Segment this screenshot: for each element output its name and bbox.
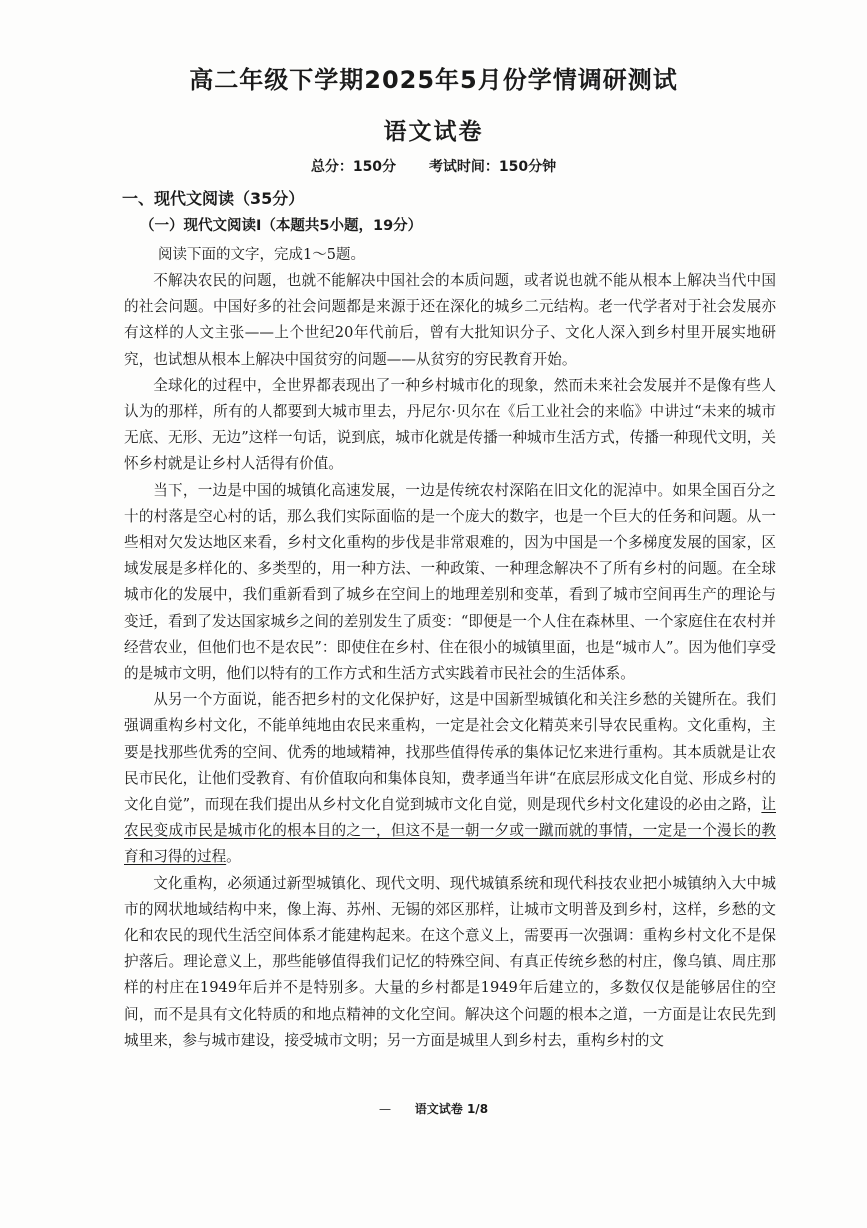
reading-instruction: 阅读下面的文字，完成1～5题。	[158, 247, 365, 263]
section-subheading: （一）现代文阅读Ⅰ（本题共5小题，19分）	[140, 218, 423, 234]
section-heading: 一、现代文阅读（35分）	[122, 189, 305, 208]
underlined-sentence: 让农民变成市民是城市化的根本目的之一，但这不是一朝一夕或一蹴而就的事情，一定是一个漫长的教育和习得的过程	[124, 796, 776, 866]
paragraph-5: 文化重构，必须通过新型城镇化、现代文明、现代城镇系统和现代科技农业把小城镇纳入大中城市的网状地域结构中来，像上海、苏州、无锡的郊区那样，让城市文明普及到乡村，这样，乡愁的文化和农民的现代生活空间体系才能建构起来。在这个意义上，需要再一次强调：重构乡村文化不是保护落后。理论意义上，那些能够值得我们记忆的特殊空间、有真正传统乡愁的村庄，像乌镇、周庄那样的村庄在1949年后并不是特别多。大量的乡村都是1949年后建立的，多数仅仅是能够居住的空间，而不是具有文化特质的和地点精神的文化空间。解决这个问题的根本之道，一方面是让农民先到城里来，参与城市建设，接受城市文明；另一方面是城里人到乡村去，重构乡村的文	[124, 874, 776, 1049]
footer-dash: —	[378, 1102, 391, 1116]
exam-subtitle: 语文试卷	[383, 119, 484, 145]
paragraph-3: 当下，一边是中国的城镇化高速发展，一边是传统农村深陷在旧文化的泥淖中。如果全国百分之十的村落是空心村的话，那么我们实际面临的是一个庞大的数字，也是一个巨大的任务和问题。从一些相对欠发达地区来看，乡村文化重构的步伐是非常艰难的，因为中国是一个多梯度发展的国家，区域发展是多样化的、多类型的，用一种方法、一种政策、一种理念解决不了所有乡村的问题。在全球城市化的发展中，我们重新看到了城乡在空间上的地理差别和变革，看到了城市空间再生产的理论与变迁，看到了发达国家城乡之间的差别发生了质变：“即便是一个人住在森林里、一个家庭住在农村并经营农业，但他们也不是农民”：即使住在乡村、住在很小的城镇里面，也是“城市人”。因为他们享受的是城市文明，他们以特有的工作方式和生活方式实践着市民社会的生活体系。	[124, 481, 776, 683]
paragraph-4	[124, 687, 776, 870]
paragraph-1: 不解决农民的问题，也就不能解决中国社会的本质问题，或者说也就不能从根本上解决当代中国的社会问题。中国好多的社会问题都是来源于还在深化的城乡二元结构。老一代学者对于社会发展亦有这样的人文主张——上个世纪20年代前后，曾有大批知识分子、文化人深入到乡村里开展实地研究，也试想从根本上解决中国贫穷的问题——从贫穷的穷民教育开始。	[124, 272, 776, 368]
paragraph-2: 全球化的过程中，全世界都表现出了一种乡村城市化的现象，然而未来社会发展并不是像有些人认为的那样，所有的人都要到大城市里去，丹尼尔·贝尔在《后工业社会的来临》中讲过“未来的城市无底、无形、无边”这样一句话，说到底，城市化就是传播一种城市生活方式，传播一种现代文明，关怀乡村就是让乡村人活得有价值。	[124, 376, 776, 473]
reading-passage	[124, 268, 776, 1054]
total-score: 总分：150分	[310, 159, 397, 175]
paragraph-4-end: 。	[226, 848, 241, 866]
exam-time: 考试时间：150分钟	[428, 159, 557, 175]
page-footer	[0, 1100, 867, 1117]
exam-title: 高二年级下学期2025年5月份学情调研测试	[189, 66, 678, 94]
exam-meta	[0, 156, 867, 176]
paragraph-4-text: 从另一个方面说，能否把乡村的文化保护好，这是中国新型城镇化和关注乡愁的关键所在。我们强调重构乡村文化，不能单纯地由农民来重构，一定是社会文化精英来引导农民重构。文化重构，主要是找那些优秀的空间、优秀的地域精神，找那些值得传承的集体记忆来进行重构。其本质就是让农民市民化，让他们受教育、有价值取向和集体良知，费孝通当年讲“在底层形成文化自觉、形成乡村的文化自觉”，而现在我们提出从乡村文化自觉到城市文化自觉，则是现代乡村文化建设的必由之路，	[124, 691, 776, 814]
page-number-label: 语文试卷 1/8	[414, 1102, 489, 1116]
